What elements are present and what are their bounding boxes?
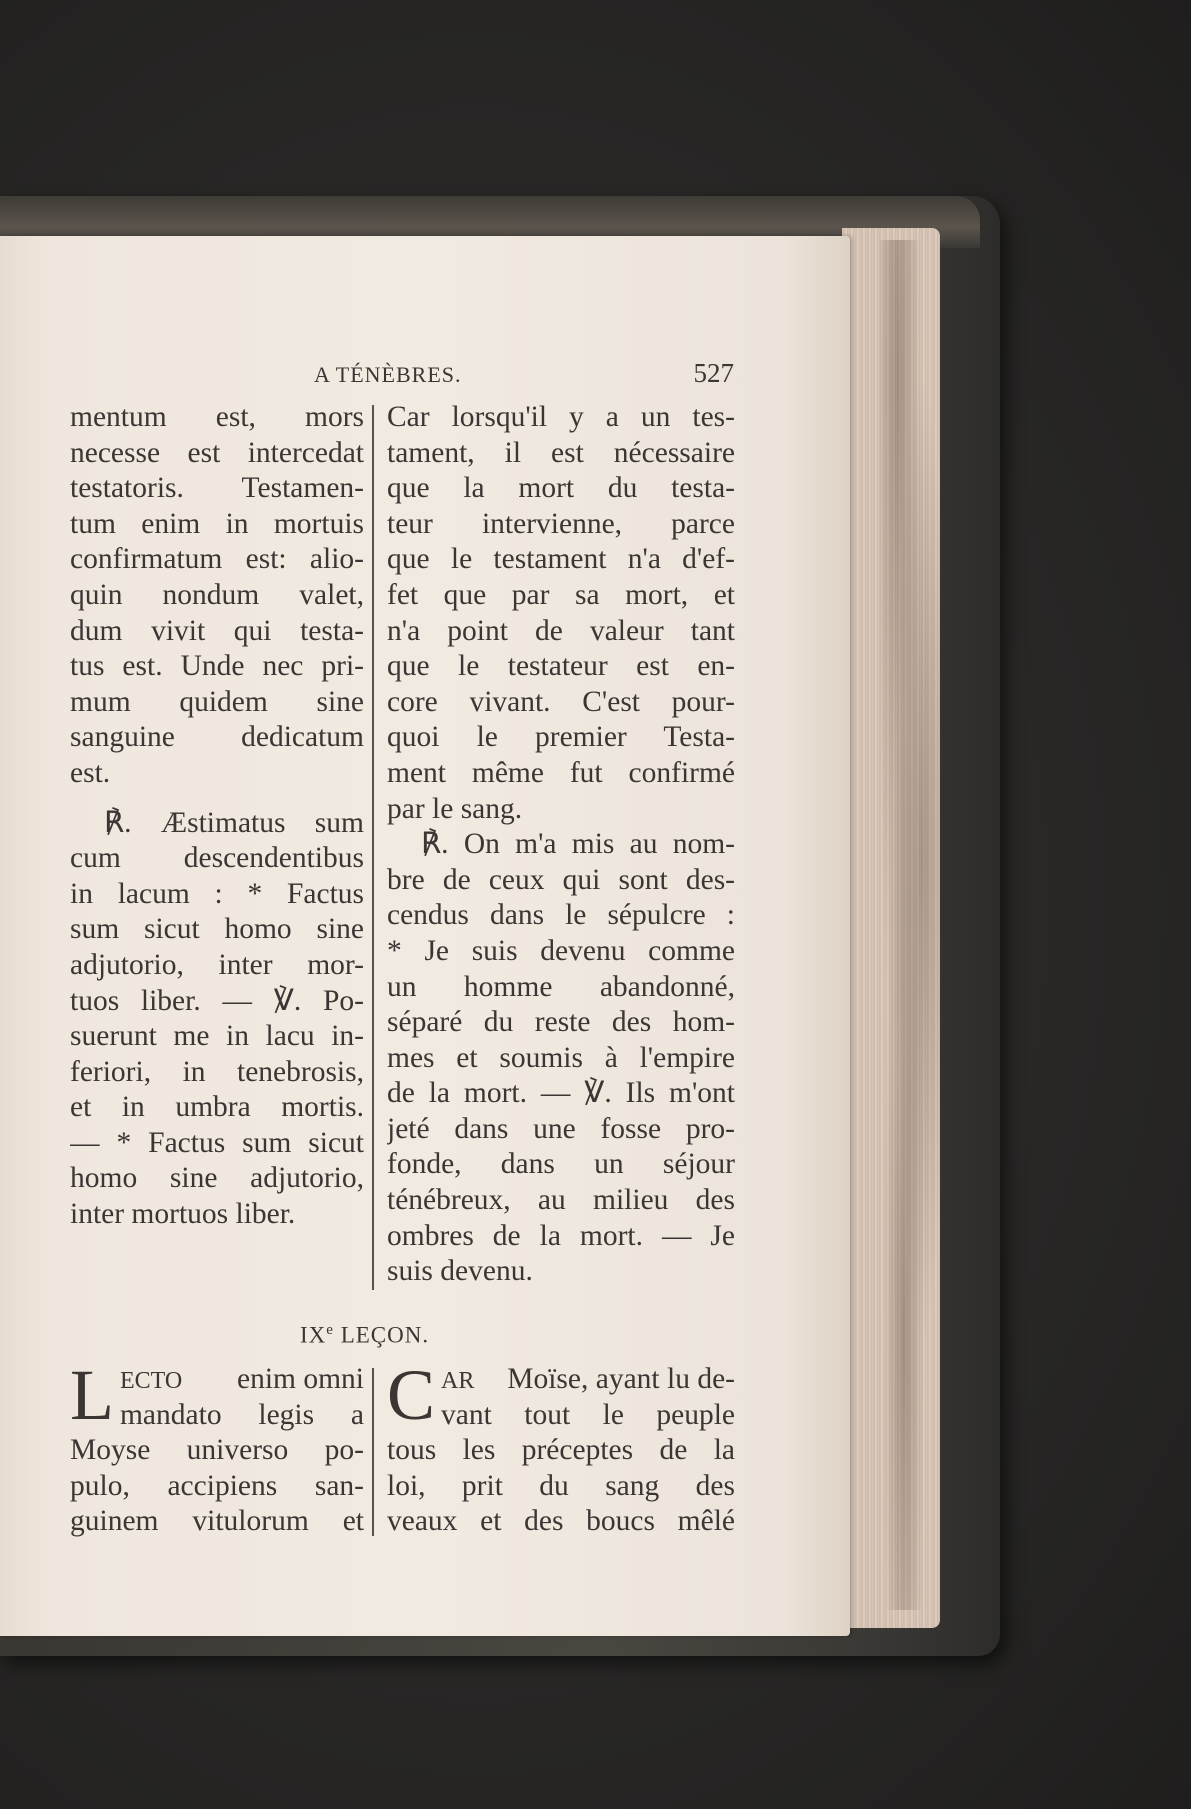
latin-column-lower bbox=[70, 1355, 364, 1540]
text-line: Moyse universo po- bbox=[70, 1434, 364, 1467]
marbled-edge bbox=[880, 240, 940, 1610]
responsory-line: tuos liber. — ℣. Po- bbox=[70, 984, 364, 1017]
responsory-line: * Je suis devenu comme bbox=[387, 934, 735, 967]
small-caps-word: ECTO bbox=[119, 1368, 183, 1394]
text-line: tum enim in mortuis bbox=[70, 507, 364, 540]
responsory-line: cendus dans le sépulcre : bbox=[387, 899, 735, 932]
text-line: quoi le premier Testa- bbox=[387, 721, 735, 754]
page-number: 527 bbox=[693, 358, 734, 388]
text-line: sanguine dedicatum bbox=[70, 721, 364, 754]
responsory-line: de la mort. — ℣. Ils m'ont bbox=[387, 1077, 735, 1110]
text-line: loi, prit du sang des bbox=[387, 1469, 735, 1502]
responsory-line: in lacum : * Factus bbox=[70, 877, 364, 910]
responsory-line: ombres de la mort. — Je bbox=[387, 1219, 735, 1252]
lesson-numeral-suffix: e bbox=[326, 1322, 334, 1338]
text-line: tament, il est nécessaire bbox=[387, 436, 735, 469]
responsory-line: séparé du reste des hom- bbox=[387, 1006, 735, 1039]
column-divider bbox=[372, 405, 374, 1290]
responsory-line: et in umbra mortis. bbox=[70, 1091, 364, 1124]
text-line: par le sang. bbox=[387, 792, 523, 825]
text-line: Moïse, ayant lu de- bbox=[507, 1363, 735, 1395]
responsory-line: bre de ceux qui sont des- bbox=[387, 863, 735, 896]
drop-cap: L bbox=[70, 1355, 114, 1435]
lesson-heading bbox=[300, 1322, 600, 1349]
responsory-line: ténébreux, au milieu des bbox=[387, 1184, 735, 1217]
responsory-line: suis devenu. bbox=[387, 1255, 533, 1288]
small-caps-word: AR bbox=[441, 1368, 475, 1394]
responsory-line: — * Factus sum sicut bbox=[70, 1126, 364, 1159]
text-line: pulo, accipiens san- bbox=[70, 1469, 364, 1502]
text-line: mandato legis a bbox=[119, 1398, 364, 1431]
text-line: mum quidem sine bbox=[70, 685, 364, 718]
lesson-title: LEÇON. bbox=[340, 1322, 430, 1348]
text-line: est. bbox=[70, 756, 111, 789]
responsory-line: suerunt me in lacu in- bbox=[70, 1020, 364, 1053]
running-head-title: A TÉNÈBRES. bbox=[314, 362, 462, 387]
responsory-line: feriori, in tenebrosis, bbox=[70, 1055, 364, 1088]
running-head bbox=[314, 358, 734, 390]
text-line: dum vivit qui testa- bbox=[70, 614, 364, 647]
text-line: que le testateur est en- bbox=[387, 650, 735, 683]
text-line: tous les préceptes de la bbox=[387, 1434, 735, 1467]
text-line: Car lorsqu'il y a un tes- bbox=[387, 401, 735, 433]
text-line: ment même fut confirmé bbox=[387, 756, 735, 789]
drop-cap: C bbox=[387, 1355, 436, 1435]
responsory-line: sum sicut homo sine bbox=[70, 913, 364, 946]
text-line: confirmatum est: alio- bbox=[70, 543, 364, 576]
text-line: fet que par sa mort, et bbox=[387, 578, 735, 611]
responsory-line: un homme abandonné, bbox=[387, 970, 735, 1003]
responsory-line: inter mortuos liber. bbox=[70, 1198, 296, 1231]
text-line: guinem vitulorum et bbox=[70, 1505, 364, 1538]
text-line: vant tout le peuple bbox=[441, 1398, 735, 1431]
french-column-lower bbox=[387, 1355, 735, 1540]
text-line: enim omni bbox=[236, 1363, 364, 1395]
responsory-line: homo sine adjutorio, bbox=[70, 1162, 364, 1195]
text-line: que la mort du testa- bbox=[387, 472, 735, 505]
responsory-line: jeté dans une fosse pro- bbox=[387, 1112, 735, 1145]
text-line: n'a point de valeur tant bbox=[387, 614, 735, 647]
responsory-line: ℟. On m'a mis au nom- bbox=[421, 828, 735, 861]
responsory-line: fonde, dans un séjour bbox=[387, 1148, 735, 1181]
text-line: core vivant. C'est pour- bbox=[387, 685, 735, 718]
text-line: tus est. Unde nec pri- bbox=[70, 650, 364, 683]
french-column-upper bbox=[387, 400, 735, 1290]
responsory-line: adjutorio, inter mor- bbox=[70, 948, 364, 981]
text-line: que le testament n'a d'ef- bbox=[387, 543, 735, 576]
latin-column-upper bbox=[70, 400, 364, 1233]
responsory-line: ℟. Æstimatus sum bbox=[104, 806, 364, 839]
column-divider-lower bbox=[372, 1368, 374, 1536]
responsory-line: mes et soumis à l'empire bbox=[387, 1041, 735, 1074]
text-line: mentum est, mors bbox=[70, 401, 364, 433]
text-line: teur intervienne, parce bbox=[387, 507, 735, 540]
text-line: testatoris. Testamen- bbox=[70, 472, 364, 505]
text-line: veaux et des boucs mêlé bbox=[387, 1505, 735, 1538]
lesson-numeral: IX bbox=[300, 1322, 327, 1348]
responsory-line: cum descendentibus bbox=[70, 842, 364, 875]
text-line: necesse est intercedat bbox=[70, 436, 364, 469]
text-line: quin nondum valet, bbox=[70, 578, 364, 611]
